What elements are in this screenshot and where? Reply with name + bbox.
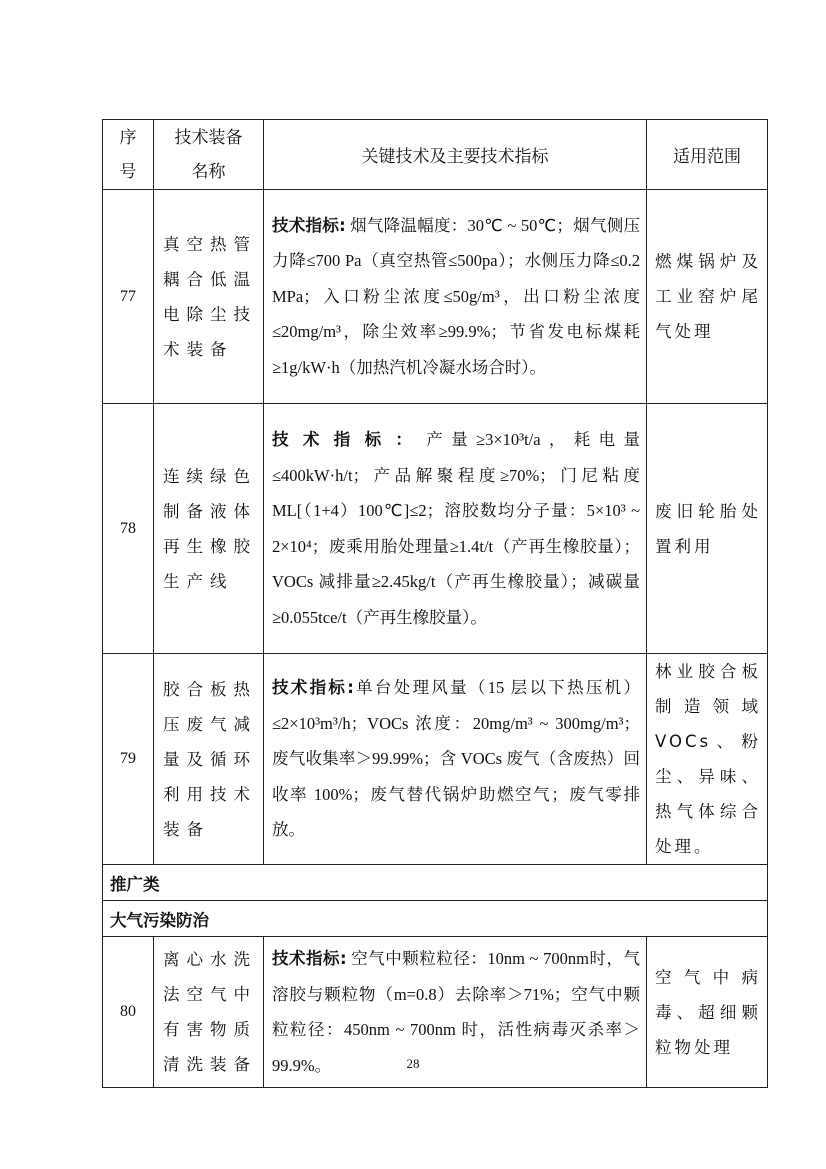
row-number: 79 (103, 654, 154, 865)
application-scope: 燃煤锅炉及工业窑炉尾气处理 (647, 190, 768, 404)
indicator-label: 技术指标: (272, 678, 354, 698)
category-heading: 推广类 (103, 865, 768, 901)
application-scope: 空气中病毒、超细颗粒物处理 (647, 937, 768, 1088)
header-serial-no: 序 号 (103, 120, 154, 190)
equipment-name: 离心水洗法空气中有害物质清洗装备 (154, 937, 264, 1088)
indicator-text: 单台处理风量（15 层以下热压机）≤2×10³m³/h；VOCs 浓度：20mg/m³ ~ 300mg/m³；废气收集率＞99.99%；含 VOCs 废气（含废热）回收率 100%；废气替代锅炉助燃空气；废气零排放。 (272, 678, 640, 840)
indicator-text: 烟气降温幅度：30℃ ~ 50℃；烟气侧压力降≤700 Pa（真空热管≤500pa）；水侧压力降≤0.2 MPa；入口粉尘浓度≤50g/m³，出口粉尘浓度≤20mg/m³，除尘效率≥99.9%；节省发电标煤耗≥1g/kW·h（加热汽机冷凝水场合时）。 (272, 215, 640, 377)
table-header-row (103, 120, 768, 190)
table-row (103, 654, 768, 865)
section-row-subcategory (103, 901, 768, 937)
indicator-label: 技术指标: (272, 949, 347, 968)
application-scope: 废旧轮胎处置利用 (647, 404, 768, 654)
indicator-text: 空气中颗粒粒径：10nm ~ 700nm时，气溶胶与颗粒物（m=0.8）去除率＞71%；空气中颗粒粒径：450nm ~ 700nm 时，活性病毒灭杀率＞99.9%。 (272, 949, 640, 1075)
subcategory-heading: 大气污染防治 (103, 901, 768, 937)
row-number: 78 (103, 404, 154, 654)
equipment-name: 胶合板热压废气减量及循环利用技术装备 (154, 654, 264, 865)
technical-indicators (264, 654, 647, 865)
page-number: 28 (406, 1056, 420, 1071)
section-row-category (103, 865, 768, 901)
technical-indicators (264, 404, 647, 654)
table-row (103, 190, 768, 404)
header-scope: 适用范围 (647, 120, 768, 190)
header-key-technology: 关键技术及主要技术指标 (264, 120, 647, 190)
technology-equipment-table (102, 119, 768, 1088)
indicator-label: 技术指标: (272, 215, 346, 235)
application-scope: 林业胶合板制造领域VOCs、粉尘、异味、热气体综合处理。 (647, 654, 768, 865)
row-number: 77 (103, 190, 154, 404)
equipment-name: 真空热管耦合低温电除尘技术装备 (154, 190, 264, 404)
header-equipment-name: 技术装备 名称 (154, 120, 264, 190)
table-row (103, 404, 768, 654)
equipment-name: 连续绿色制备液体再生橡胶生产线 (154, 404, 264, 654)
indicator-text: 产量≥3×10³t/a，耗电量≤400kW·h/t；产品解聚程度≥70%；门尼粘度ML[（1+4）100℃]≤2；溶胶数均分子量：5×10³ ~ 2×10⁴；废乘用胎处理量≥1.4t/t（产再生橡胶量）；VOCs 减排量≥2.45kg/t（产再生橡胶量）；减碳量≥0.055tce/t（产再生橡胶量）。 (272, 430, 640, 627)
indicator-label: 技术指标： (272, 430, 427, 449)
row-number: 80 (103, 937, 154, 1088)
technical-indicators (264, 190, 647, 404)
